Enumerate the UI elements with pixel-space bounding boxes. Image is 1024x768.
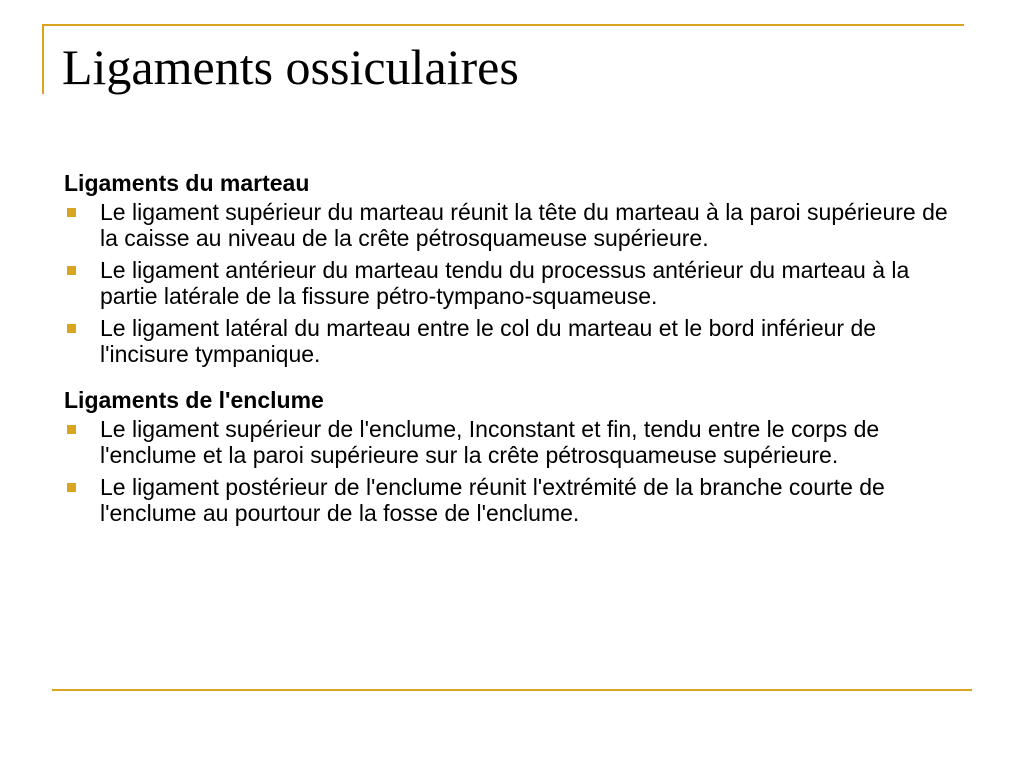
bullet-item: [64, 416, 964, 468]
square-bullet-icon: [67, 324, 76, 333]
frame-top-line: [42, 24, 964, 26]
slide-title: Ligaments ossiculaires: [62, 39, 519, 95]
bullet-item: [64, 315, 964, 367]
bullet-text: Le ligament supérieur de l'enclume, Inconstant et fin, tendu entre le corps de l'enclume et la paroi supérieure sur la crête pétrosquameuse supérieure.: [100, 416, 880, 468]
slide-body: [64, 170, 964, 532]
square-bullet-icon: [67, 425, 76, 434]
section-heading: Ligaments du marteau: [64, 170, 310, 196]
bullet-text: Le ligament supérieur du marteau réunit la tête du marteau à la paroi supérieure de la caisse au niveau de la crête pétrosquameuse supérieure.: [100, 199, 948, 251]
square-bullet-icon: [67, 266, 76, 275]
square-bullet-icon: [67, 208, 76, 217]
bullet-list: [64, 199, 964, 367]
section-marteau: [64, 170, 964, 367]
bullet-list: [64, 416, 964, 526]
bullet-item: [64, 257, 964, 309]
section-enclume: [64, 387, 964, 526]
bullet-text: Le ligament antérieur du marteau tendu du processus antérieur du marteau à la partie latérale de la fissure pétro-tympano-squameuse.: [100, 257, 910, 309]
section-heading: Ligaments de l'enclume: [64, 387, 324, 413]
bullet-text: Le ligament latéral du marteau entre le col du marteau et le bord inférieur de l'incisure tympanique.: [100, 315, 877, 367]
frame-bottom-line: [52, 689, 972, 691]
bullet-item: [64, 199, 964, 251]
bullet-text: Le ligament postérieur de l'enclume réunit l'extrémité de la branche courte de l'enclume au pourtour de la fosse de l'enclume.: [100, 474, 885, 526]
square-bullet-icon: [67, 483, 76, 492]
bullet-item: [64, 474, 964, 526]
frame-left-line: [42, 24, 44, 94]
